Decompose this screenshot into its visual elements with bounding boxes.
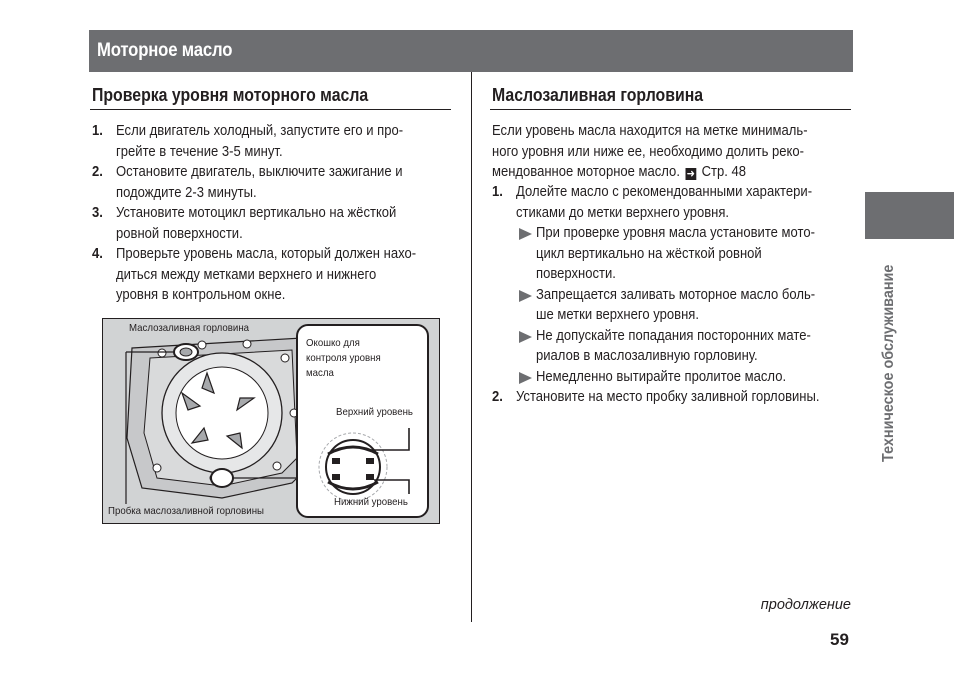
right-title-rule	[490, 109, 851, 110]
bullet-text-line: Немедленно вытирайте пролитое масло.	[536, 368, 787, 385]
step-text-line: Установите на место пробку заливной горловины.	[516, 389, 820, 405]
inset-title	[306, 336, 381, 381]
oil-window-inset	[296, 324, 429, 518]
left-steps-list	[92, 121, 462, 306]
page-number: 59	[830, 630, 849, 649]
filler-cap-label: Пробка маслозаливной горловины	[108, 505, 264, 517]
step-text-line: диться между метками верхнего и нижнего	[116, 266, 377, 283]
bullet-text-line: риалов в маслозаливную горловину.	[536, 348, 758, 364]
step-item	[92, 121, 462, 162]
continued-label: продолжение	[760, 597, 851, 613]
lower-level-label: Нижний уровень	[334, 496, 408, 508]
bullet-text-line: При проверке уровня масла установите мото-	[536, 225, 815, 241]
column-divider	[471, 72, 472, 622]
intro-line: Если уровень масла находится на метке минималь-	[492, 123, 808, 139]
section-header-bar	[89, 30, 853, 72]
step-item	[92, 162, 462, 203]
step-number: 1.	[492, 184, 503, 200]
filler-neck-label: Маслозаливная горловина	[129, 322, 250, 334]
right-section-title: Маслозаливная горловина	[492, 85, 704, 105]
left-section-title: Проверка уровня моторного масла	[92, 85, 369, 105]
step-number: 2.	[492, 389, 503, 405]
note-bullet	[516, 326, 852, 367]
intro-line-with-ref	[492, 162, 808, 183]
bullet-arrow-icon	[519, 331, 532, 343]
bullet-arrow-icon	[519, 228, 532, 240]
intro-line: мендованное моторное масло.	[492, 164, 680, 180]
note-bullet	[516, 223, 852, 285]
step-text-line: грейте в течение 3-5 минут.	[116, 143, 283, 160]
step-item	[492, 387, 852, 408]
right-steps-list	[492, 182, 852, 408]
note-bullet	[516, 367, 852, 388]
page-reference-icon: ➜	[686, 168, 695, 180]
step-text-line: Проверьте уровень масла, который должен нахо-	[116, 246, 417, 262]
intro-line: ного уровня или ниже ее, необходимо долить реко-	[492, 143, 804, 160]
inset-title-line: масла	[306, 367, 334, 379]
page-reference-link[interactable]: Стр. 48	[701, 164, 747, 180]
step-item	[92, 244, 462, 306]
bullet-text-line: поверхности.	[536, 266, 616, 282]
bullet-text-line: Не допускайте попадания посторонних мате-	[536, 327, 811, 344]
bullet-arrow-icon	[519, 372, 532, 384]
upper-level-label: Верхний уровень	[336, 406, 413, 418]
step-text-line: уровня в контрольном окне.	[116, 287, 286, 303]
intro-paragraph	[492, 121, 808, 183]
bullet-arrow-icon	[519, 290, 532, 302]
oil-level-window-drawing	[298, 422, 427, 532]
step-text-line: ровной поверхности.	[116, 225, 243, 242]
inset-title-line: контроля уровня	[306, 352, 381, 364]
inset-title-line: Окошко для	[306, 337, 360, 349]
step-item	[492, 182, 852, 387]
bullet-text-line: цикл вертикально на жёсткой ровной	[536, 245, 762, 262]
step-text-line: подождите 2-3 минуты.	[116, 184, 257, 201]
chapter-tab-label: Техническое обслуживание	[880, 264, 897, 462]
section-header-title: Моторное масло	[97, 40, 233, 61]
bullet-text-line: ше метки верхнего уровня.	[536, 307, 699, 323]
step-text-line: Долейте масло с рекомендованными характери-	[516, 184, 813, 200]
left-title-rule	[90, 109, 451, 110]
chapter-tab-marker	[865, 192, 954, 239]
step-number: 4.	[92, 246, 103, 262]
note-bullet	[516, 285, 852, 326]
step-text-line: Установите мотоцикл вертикально на жёсткой	[116, 205, 397, 221]
step-number: 3.	[92, 205, 103, 221]
step-text-line: Если двигатель холодный, запустите его и про-	[116, 123, 404, 139]
step-item	[92, 203, 462, 244]
step-text-line: стиками до метки верхнего уровня.	[516, 204, 730, 221]
step-number: 2.	[92, 164, 103, 180]
bullet-text-line: Запрещается заливать моторное масло боль-	[536, 286, 816, 303]
step-text-line: Остановите двигатель, выключите зажигание и	[116, 164, 403, 180]
step-number: 1.	[92, 123, 103, 139]
